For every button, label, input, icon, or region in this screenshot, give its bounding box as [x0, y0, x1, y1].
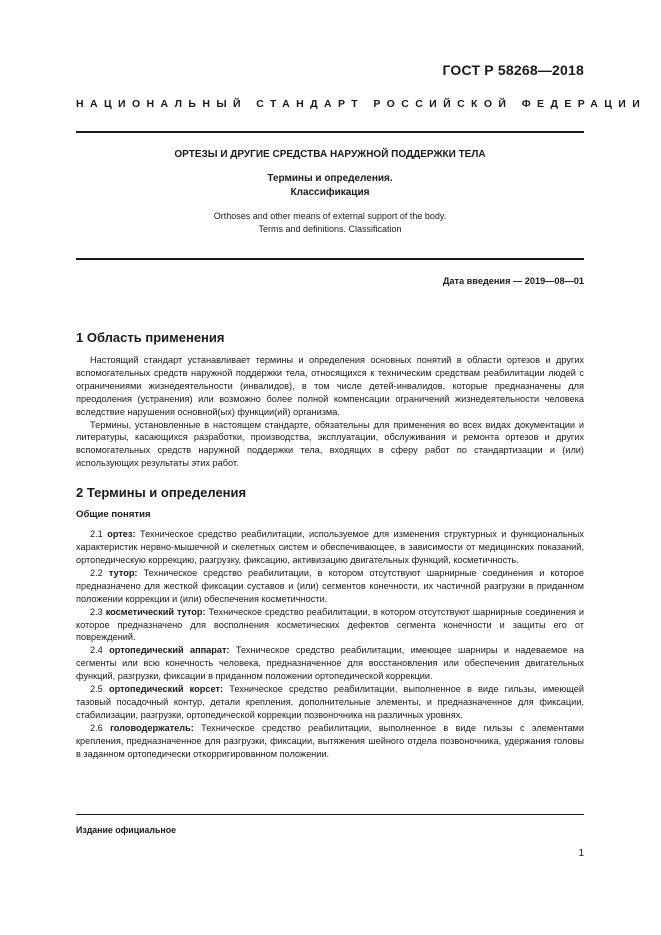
term-2-5: [76, 683, 584, 722]
term-2-4: [76, 644, 584, 683]
term-name: тутор:: [108, 567, 138, 578]
term-name: косметический тутор:: [105, 606, 206, 617]
term-2-2: [76, 567, 584, 606]
section-1-paragraph-2: Термины, установленные в настоящем стандарте, обязательны для применения во всех видах документации и литературы, касающихся разработки, производства, эксплуатации, обслуживания и ремонта ортезов и других вспомогательных средств наружной поддержки тела, входящих в сферу работ по стандартизации и (или) использующих результаты этих работ.: [76, 419, 584, 469]
term-definition: Техническое средство реабилитации, выполненное в виде гильзы с элементами крепления, предназначенное для разгрузки, фиксации, вытяжения шейного отдела позвоночника, удержания головы в заданном ортопедически откорригированном положении.: [76, 722, 585, 759]
section-2-title: 2 Термины и определения: [76, 485, 247, 501]
term-definition: Техническое средство реабилитации, используемое для изменения структурных и функциональных характеристик нервно-мышечной и скелетных систем и обеспечивающее, в зависимости от медицинских показаний, ортопедическую коррекцию, разгрузку, фиксацию, активизацию двигательных функций, косметичность.: [76, 529, 584, 565]
term-definition: Техническое средство реабилитации, имеющее шарниры и надеваемое на сегменты или всю конечность человека, предназначенное для восстановления или обеспечения двигательных функций, разгрузки, фиксации в приданном положении ортопедической коррекции.: [76, 645, 584, 682]
term-number: 2.4: [90, 645, 103, 656]
gost-code: ГОСТ Р 58268—2018: [442, 62, 584, 78]
term-number: 2.3: [90, 606, 103, 617]
term-name: ортопедический корсет:: [108, 684, 224, 695]
section-1-paragraph-1: Настоящий стандарт устанавливает термины и определения основных понятий в области ортезов и других вспомогательных средств наружной поддержки тела, относящихся к техническим средствам реабилитации людей с ограничениями жизнедеятельности (инвалидов), в том числе детей-инвалидов, которые предназначены для преодоления (устранения) или возможно более полной компенсации ограничений жизнедеятельности человека вследствие нарушения основной(ых) функции(ий) организма.: [76, 355, 584, 417]
header-rule: [76, 131, 584, 133]
page-number: 1: [578, 848, 584, 859]
term-number: 2.5: [90, 684, 103, 695]
term-definition: Техническое средство реабилитации, в котором отсутствуют шарнирные соединения и которое предназначено для восполнения косметических дефектов сегмента конечности и защиты его от повреждений.: [76, 606, 584, 643]
english-title-line-1: Orthoses and other means of external support of the body.: [213, 211, 447, 221]
english-title-line-2: Terms and definitions. Classification: [258, 224, 402, 234]
term-number: 2.1: [90, 529, 103, 540]
section-2-subtitle: Общие понятия: [76, 509, 151, 521]
document-subtitle-line-1: Термины и определения.: [267, 173, 393, 184]
footer-rule: [76, 814, 584, 815]
term-definition: Техническое средство реабилитации, выполненное в виде гильзы, имеющей тазовый посадочный контур, детали крепления, дополнительные элементы, и предназначенное для фиксации, стабилизации, разгрузки, ортопедической коррекции позвоночника на различных уровнях.: [76, 684, 584, 720]
term-2-6: [76, 722, 584, 761]
term-definition: Техническое средство реабилитации, в котором отсутствуют шарнирные соединения и которое предназначено для жесткой фиксации суставов и (или) сегментов конечности, их частичной разгрузки в приданном положении коррекции и (или) обеспечения косметичности.: [76, 567, 585, 604]
term-number: 2.6: [90, 722, 103, 733]
term-name: ортез:: [107, 529, 136, 540]
term-number: 2.2: [90, 567, 103, 578]
national-standard-heading: НАЦИОНАЛЬНЫЙ СТАНДАРТ РОССИЙСКОЙ ФЕДЕРАЦИИ: [76, 98, 647, 110]
official-edition-label: Издание официальное: [76, 825, 176, 835]
introduction-date: Дата введения — 2019—08—01: [442, 276, 584, 286]
term-name: головодержатель:: [110, 722, 194, 733]
document-subtitle-line-2: Классификация: [290, 187, 370, 198]
section-1-title: 1 Область применения: [76, 330, 225, 345]
document-title: ОРТЕЗЫ И ДРУГИЕ СРЕДСТВА НАРУЖНОЙ ПОДДЕРЖКИ ТЕЛА: [174, 149, 486, 160]
document-body: [76, 330, 584, 760]
term-2-3: [76, 606, 584, 645]
title-rule: [76, 258, 584, 260]
term-name: ортопедический аппарат:: [109, 645, 230, 656]
term-2-1: [76, 528, 584, 567]
